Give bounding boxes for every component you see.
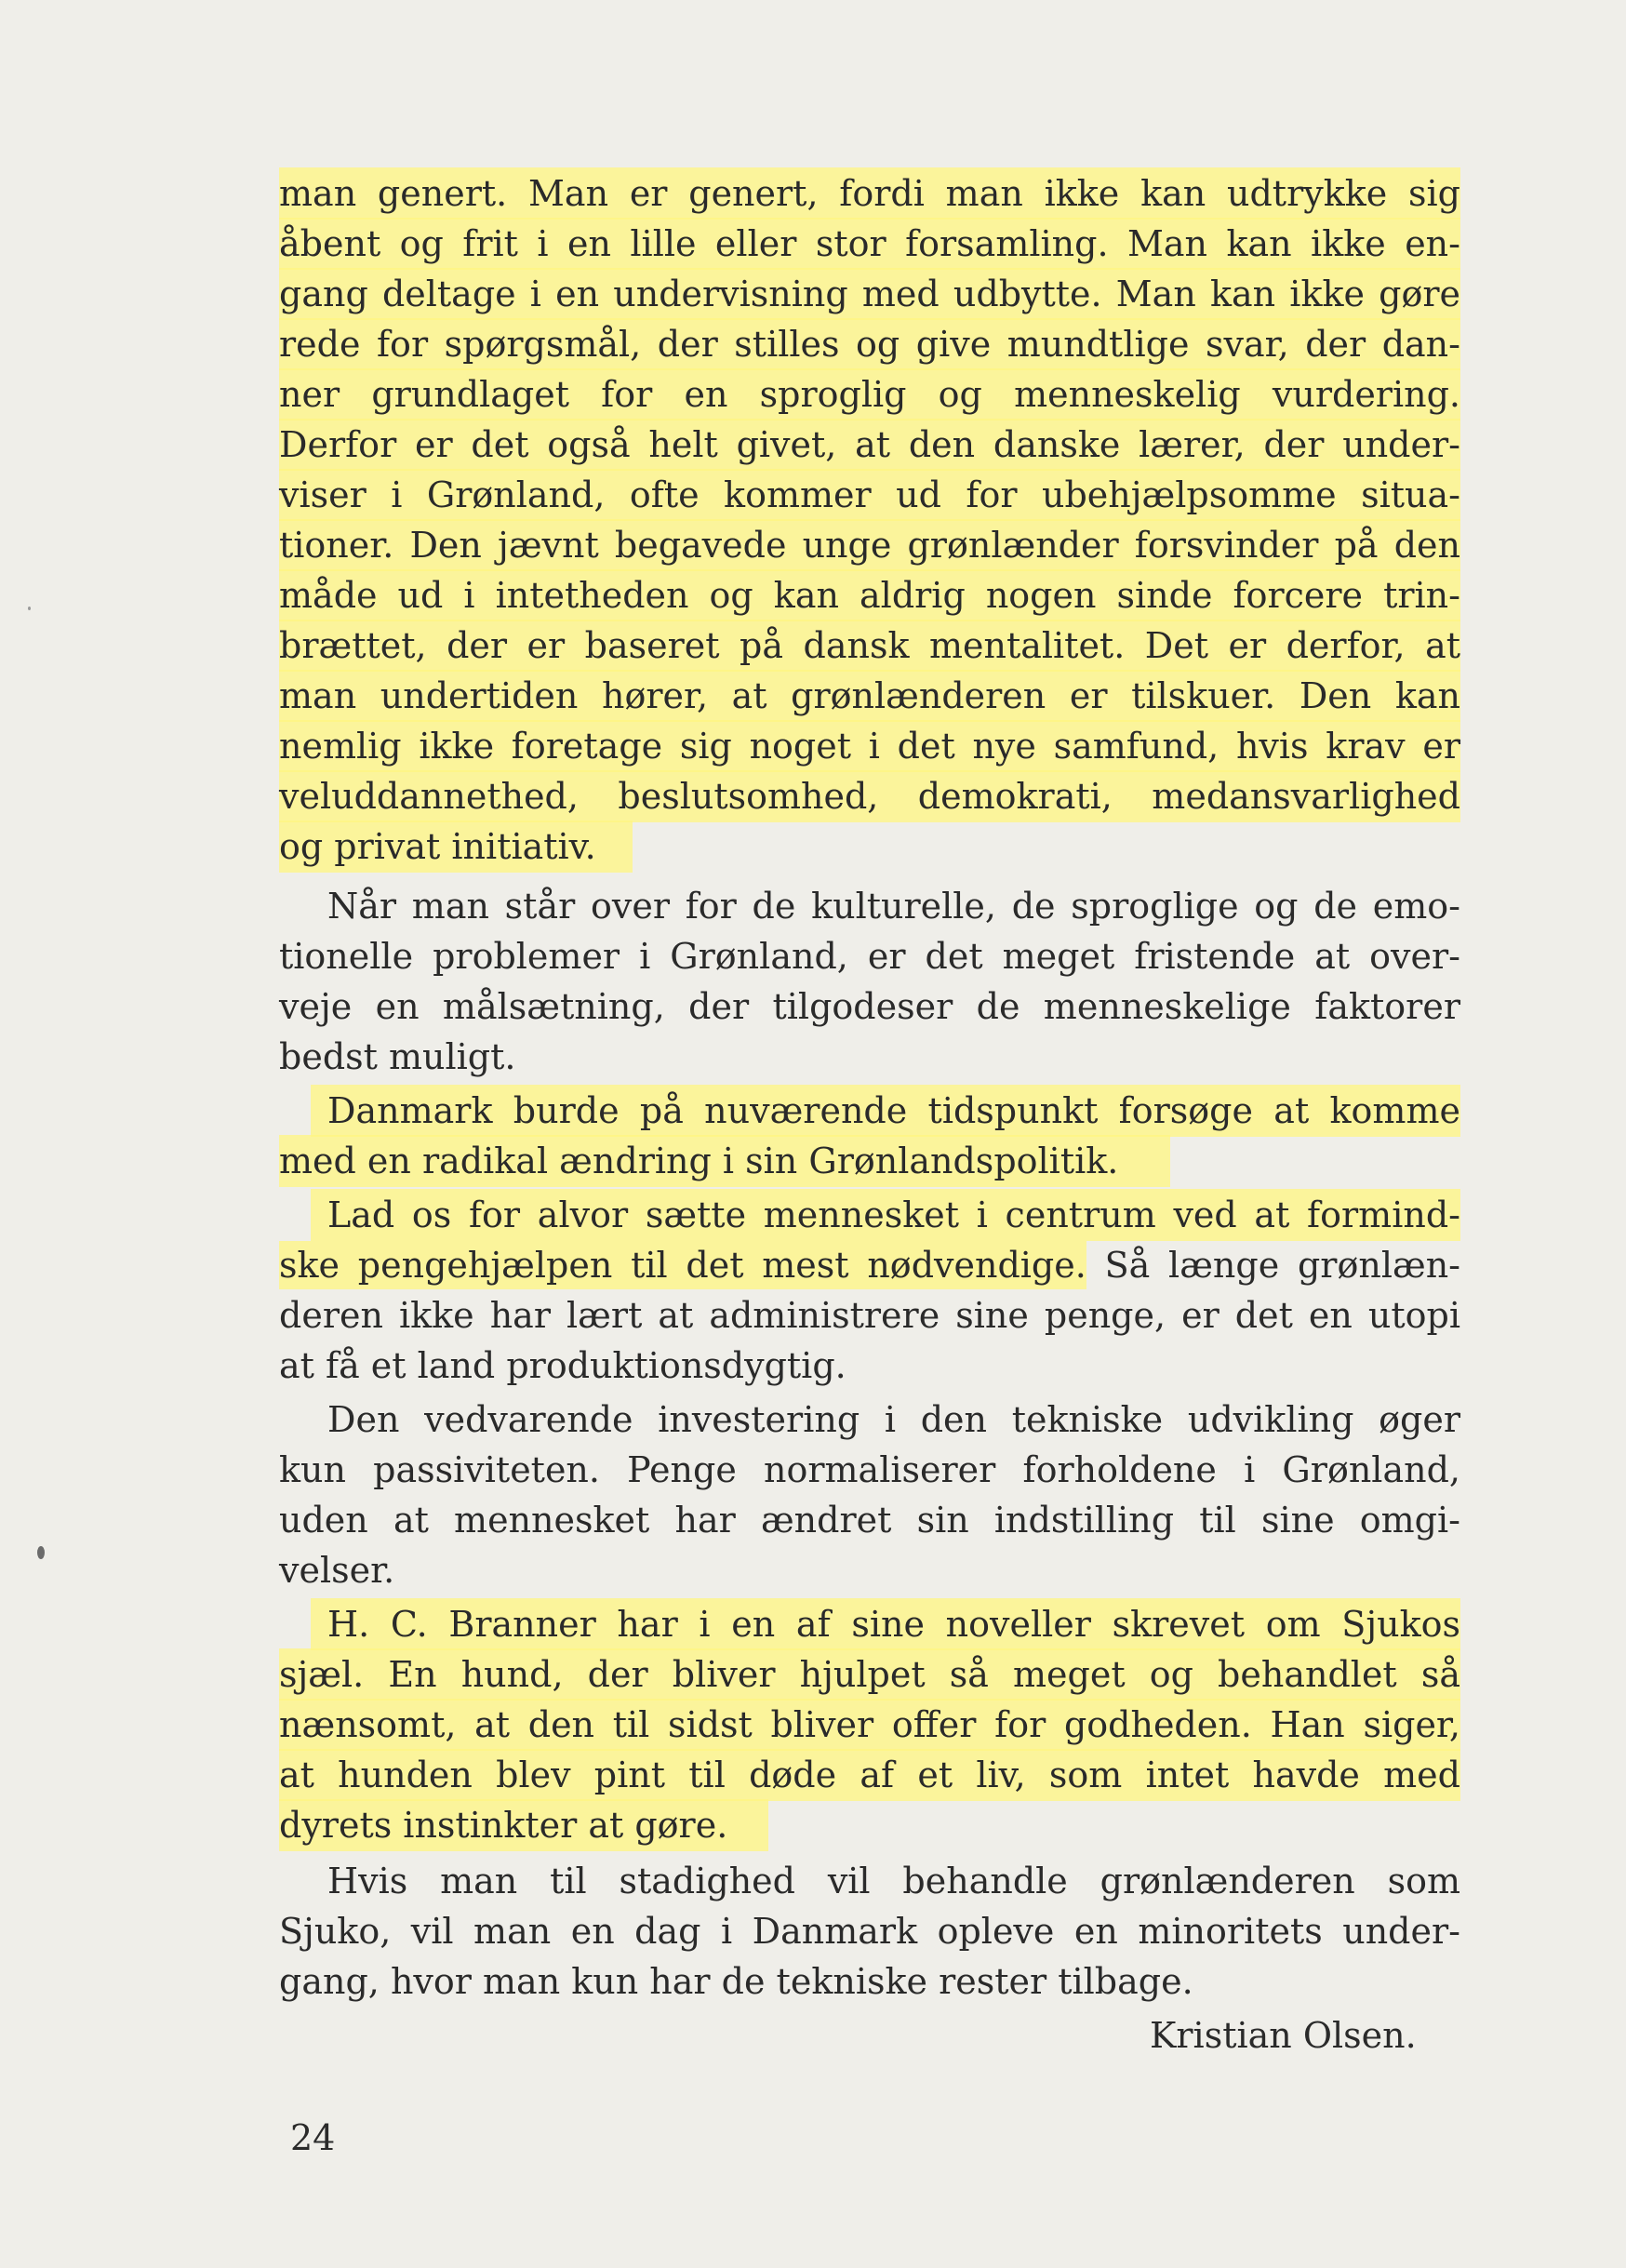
- text-line: Derfor er det også helt givet, at den danske lærer, der under-: [279, 419, 1460, 471]
- text-line: Når man står over for de kulturelle, de sproglige og de emo-: [327, 886, 1460, 927]
- highlighted-phrase: ske pengehjælpen til det mest nødvendige.: [279, 1241, 1086, 1289]
- text-line: kun passiviteten. Penge normaliserer forholdene i Grønland,: [279, 1449, 1460, 1490]
- text-line: gang deltage i en undervisning med udbytte. Man kan ikke gøre: [279, 268, 1460, 320]
- text-line: ner grundlaget for en sproglig og menneskelig vurdering.: [279, 368, 1460, 420]
- text-line: gang, hvor man kun har de tekniske rester tilbage.: [279, 1961, 1193, 2002]
- text-line-mixed: [279, 1239, 1460, 1291]
- text-line: Lad os for alvor sætte mennesket i centrum ved at formind-: [311, 1189, 1460, 1241]
- text-line: bedst muligt.: [279, 1036, 516, 1077]
- text-line: nænsomt, at den til sidst bliver offer for godheden. Han siger,: [279, 1699, 1460, 1751]
- text-line: med en radikal ændring i sin Grønlandspolitik.: [279, 1135, 1170, 1187]
- text-line: Sjuko, vil man en dag i Danmark opleve en minoritets under-: [279, 1911, 1460, 1952]
- scan-speck: [37, 1546, 45, 1559]
- text-line: rede for spørgsmål, der stilles og give mundtlige svar, der dan-: [279, 318, 1460, 370]
- text-line: brættet, der er baseret på dansk mentalitet. Det er derfor, at: [279, 620, 1460, 672]
- text-line: man undertiden hører, at grønlænderen er tilskuer. Den kan: [279, 670, 1460, 722]
- text-line: veje en målsætning, der tilgodeser de menneskelige faktorer: [279, 986, 1460, 1027]
- text-line: viser i Grønland, ofte kommer ud for ubehjælpsomme situa-: [279, 469, 1460, 521]
- text-line: sjæl. En hund, der bliver hjulpet så meget og behandlet så: [279, 1648, 1460, 1701]
- plain-phrase: Så længe grønlæn-: [1086, 1245, 1461, 1286]
- text-line: måde ud i intetheden og kan aldrig nogen sinde forcere trin-: [279, 569, 1460, 621]
- text-line: at få et land produktionsdygtig.: [279, 1345, 846, 1386]
- text-line: tionelle problemer i Grønland, er det meget fristende at over-: [279, 936, 1460, 977]
- text-line: at hunden blev pint til døde af et liv, som intet havde med: [279, 1749, 1460, 1801]
- text-line: Hvis man til stadighed vil behandle grønlænderen som: [327, 1861, 1460, 1901]
- text-line: åbent og frit i en lille eller stor forsamling. Man kan ikke en-: [279, 218, 1460, 270]
- text-line: dyrets instinkter at gøre.: [279, 1799, 768, 1851]
- author-signature: Kristian Olsen.: [1150, 2015, 1417, 2056]
- text-line: Den vedvarende investering i den tekniske udvikling øger: [327, 1399, 1460, 1440]
- text-line: deren ikke har lært at administrere sine penge, er det en utopi: [279, 1295, 1460, 1336]
- text-line: velser.: [279, 1550, 395, 1591]
- scan-speck: [28, 607, 31, 610]
- text-line: veluddannethed, beslutsomhed, demokrati, medansvarlighed: [279, 770, 1460, 822]
- text-line: tioner. Den jævnt begavede unge grønlænder forsvinder på den: [279, 519, 1460, 571]
- text-line: man genert. Man er genert, fordi man ikke kan udtrykke sig: [279, 167, 1460, 220]
- text-line: H. C. Branner har i en af sine noveller skrevet om Sjukos: [311, 1598, 1460, 1650]
- text-line: nemlig ikke foretage sig noget i det nye samfund, hvis krav er: [279, 720, 1460, 772]
- text-line: Danmark burde på nuværende tidspunkt forsøge at komme: [311, 1085, 1460, 1137]
- text-line: og privat initiativ.: [279, 820, 633, 873]
- page-number: 24: [290, 2117, 336, 2158]
- text-line: uden at mennesket har ændret sin indstilling til sine omgi-: [279, 1500, 1460, 1541]
